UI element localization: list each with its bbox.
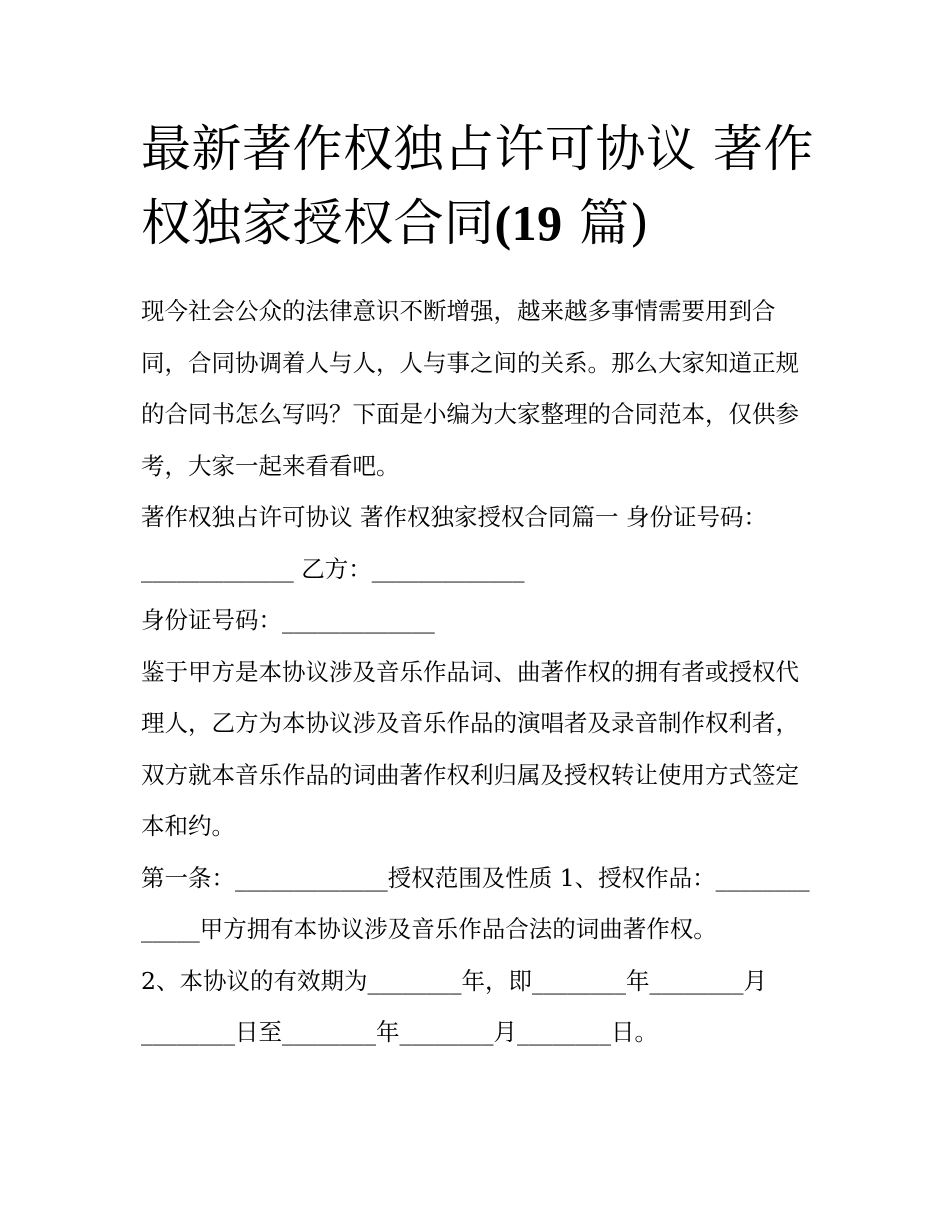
term-line-1: 2、本协议的有效期为________年，即________年________月 (141, 966, 767, 995)
id-number-line: 身份证号码：_____________ (141, 606, 435, 634)
article-1-paragraph: 第一条：_____________授权范围及性质 1、授权作品：_____________甲方拥有本协议涉及音乐作品合法的词曲著作权。 (141, 863, 810, 943)
term-line-2: ________日至________年________月________日。 (141, 1018, 658, 1046)
document-title (141, 112, 815, 260)
whereas-paragraph: 鉴于甲方是本协议涉及音乐作品词、曲著作权的拥有者或授权代理人，乙方为本协议涉及音乐作品的演唱者及录音制作权利者，双方就本音乐作品的词曲著作权利归属及授权转让使用方式签定本和约。 (141, 657, 799, 840)
intro-paragraph: 现今社会公众的法律意识不断增强，越来越多事情需要用到合同，合同协调着人与人，人与事之间的关系。那么大家知道正规的合同书怎么写吗？下面是小编为大家整理的合同范本，仅供参考，大家一起来看看吧。 (141, 297, 799, 480)
party-b-line: _____________ 乙方：_____________ (141, 554, 525, 583)
title-suffix: 篇) (562, 194, 650, 252)
section-heading: 著作权独占许可协议 著作权独家授权合同篇一 身份证号码： (141, 503, 767, 531)
title-text: 最新著作权独占许可协议 著作权独家授权合同 (141, 120, 814, 252)
title-count: (19 (494, 195, 563, 251)
